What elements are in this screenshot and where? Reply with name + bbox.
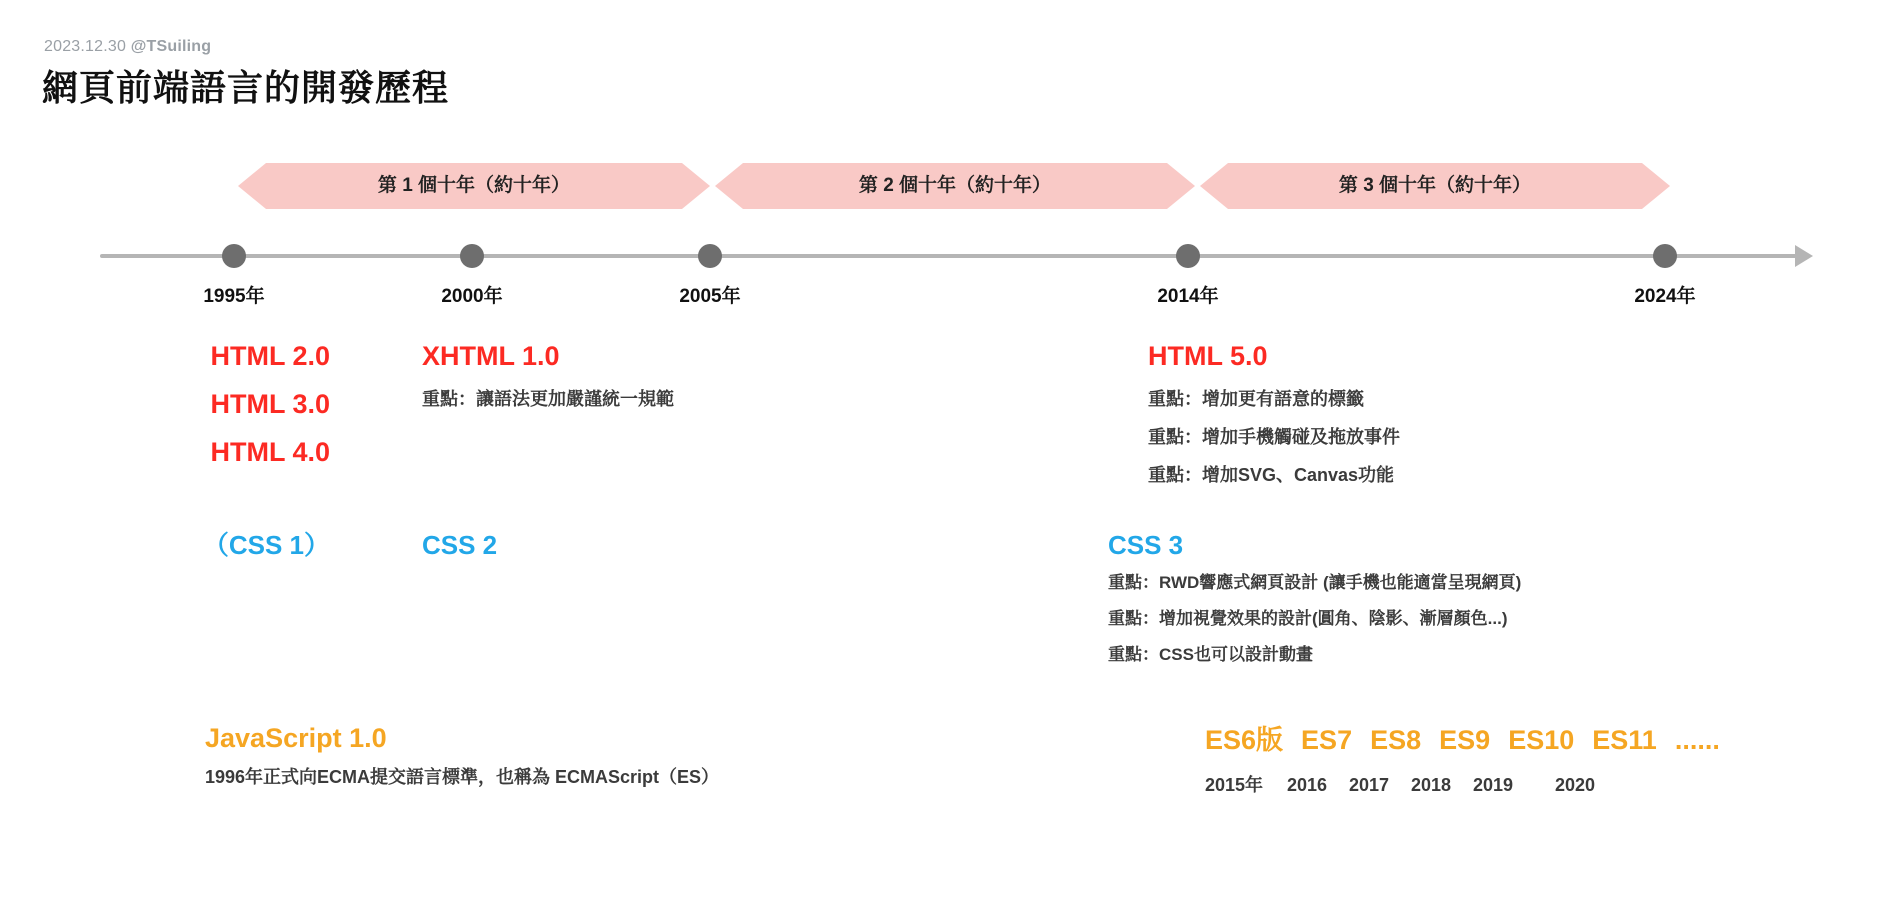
decade-label-3: 第 3 個十年（約十年）	[1338, 175, 1532, 196]
html5-note: 重點：增加更有語意的標籤	[1148, 389, 1364, 409]
timeline-tick-2024	[1653, 244, 1677, 268]
js-group-es-versions	[1205, 718, 1720, 797]
html-version-item: HTML 4.0	[210, 437, 330, 467]
es-version: ES9	[1439, 725, 1491, 755]
timeline-tick-2014	[1176, 244, 1200, 268]
html5-note: 重點：增加SVG、Canvas功能	[1148, 465, 1395, 485]
css2-title: CSS 2	[422, 530, 498, 560]
html-group-1995	[80, 332, 330, 476]
javascript-note: 1996年正式向ECMA提交語言標準，也稱為 ECMAScript（ES）	[205, 767, 720, 787]
css1-title: （CSS 1）	[202, 530, 330, 560]
decade-band-2	[715, 163, 1195, 209]
html-version-item: HTML 2.0	[210, 341, 330, 371]
es-version: ES11	[1592, 725, 1657, 755]
page-title: 網頁前端語言的開發歷程	[42, 67, 450, 108]
css-group-2014	[1108, 525, 1521, 673]
html5-note: 重點：增加手機觸碰及拖放事件	[1148, 427, 1400, 447]
es-version-ellipsis: ......	[1674, 725, 1720, 755]
decade-label-1: 第 1 個十年（約十年）	[377, 175, 571, 196]
decade-band-3	[1200, 163, 1670, 209]
css-group-1995	[80, 525, 330, 565]
javascript-title: JavaScript 1.0	[205, 723, 387, 753]
xhtml-version-title: XHTML 1.0	[422, 341, 560, 371]
css3-title: CSS 3	[1108, 530, 1184, 560]
es-year: 2018	[1411, 775, 1452, 795]
es-year: 2015年	[1205, 775, 1264, 795]
es-year: 2019	[1473, 775, 1514, 795]
html-version-item: HTML 3.0	[210, 389, 330, 419]
js-group-2000	[205, 718, 719, 796]
timeline-tick-1995	[222, 244, 246, 268]
timeline-tick-2000	[460, 244, 484, 268]
es-year: 2017	[1349, 775, 1390, 795]
meta-line	[44, 38, 211, 56]
es-version-row	[1205, 718, 1720, 757]
timeline-arrowhead-icon	[1795, 245, 1813, 267]
es-version: ES7	[1301, 725, 1353, 755]
css-group-2000	[422, 525, 497, 565]
timeline-tick-2005	[698, 244, 722, 268]
es-version: ES6版	[1205, 725, 1284, 755]
decade-label-2: 第 2 個十年（約十年）	[858, 175, 1052, 196]
es-version: ES8	[1370, 725, 1422, 755]
timeline-tick-label-2014: 2014年	[1157, 286, 1219, 307]
es-year: 2020	[1555, 775, 1596, 795]
html5-version-title: HTML 5.0	[1148, 341, 1268, 371]
timeline-tick-label-1995: 1995年	[203, 286, 265, 307]
css3-note: 重點：RWD響應式網頁設計 (讓手機也能適當呈現網頁)	[1108, 573, 1522, 592]
html-group-2000	[422, 332, 674, 418]
timeline-tick-label-2005: 2005年	[679, 286, 741, 307]
html-group-2014	[1148, 332, 1400, 494]
timeline-tick-label-2000: 2000年	[441, 286, 503, 307]
css3-note: 重點：CSS也可以設計動畫	[1108, 645, 1313, 664]
es-year: 2016	[1287, 775, 1328, 795]
es-year-row	[1205, 771, 1720, 797]
es-version: ES10	[1508, 725, 1575, 755]
decade-band-1	[238, 163, 710, 209]
timeline-axis	[100, 254, 1800, 258]
css3-note: 重點：增加視覺效果的設計(圓角、陰影、漸層顏色...)	[1108, 609, 1508, 628]
timeline-tick-label-2024: 2024年	[1634, 286, 1696, 307]
xhtml-note: 重點：讓語法更加嚴謹統一規範	[422, 389, 674, 409]
meta-handle: @TSuiling	[130, 38, 212, 55]
meta-date: 2023.12.30	[44, 38, 127, 55]
